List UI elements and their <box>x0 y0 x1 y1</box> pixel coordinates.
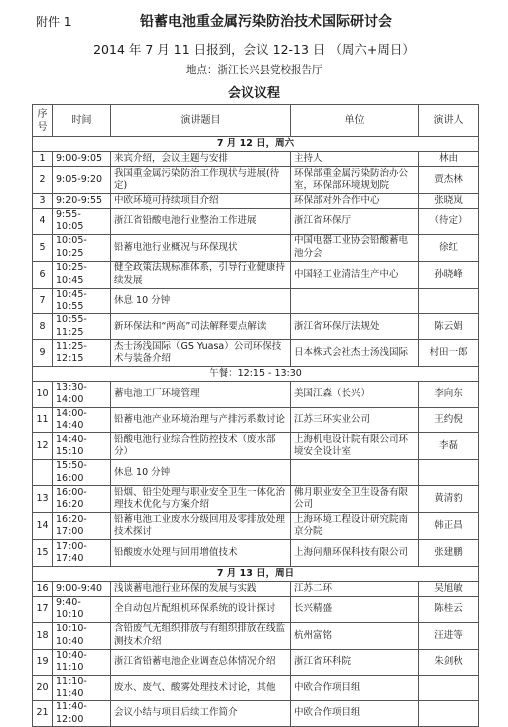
row-time: 9:40-10:10 <box>53 597 111 623</box>
table-row <box>33 314 479 340</box>
row-topic: 健全政策法规标准体系，引导行业健康持续发展 <box>111 261 291 288</box>
row-speaker: 李向东 <box>419 382 479 408</box>
row-index: 11 <box>33 407 53 433</box>
row-time: 10:40-11:10 <box>53 649 111 675</box>
row-index: 18 <box>33 622 53 649</box>
row-topic: 杰士汤浅国际（GS Yuasa）公司环保技术与装备介绍 <box>111 340 291 367</box>
row-topic: 我国重金属污染防治工作现状与进展(待定) <box>111 167 291 194</box>
row-speaker: 孙晓峰 <box>419 261 479 288</box>
row-time: 14:40-15:10 <box>53 433 111 460</box>
row-topic: 浙江省铅酸电池行业整治工作进展 <box>111 209 291 235</box>
row-index: 4 <box>33 209 53 235</box>
row-time: 10:25-10:45 <box>53 261 111 288</box>
row-index: 8 <box>33 314 53 340</box>
row-index: 19 <box>33 649 53 675</box>
row-topic: 废水、废气、酸雾处理技术讨论，其他 <box>111 675 291 701</box>
row-topic: 铅蓄电池行业概况与环保现状 <box>111 234 291 261</box>
row-unit: 中欧合作项目组 <box>291 675 419 701</box>
table-row <box>33 460 479 486</box>
row-unit: 浙江省环科院 <box>291 649 419 675</box>
row-time: 11:10-11:40 <box>53 675 111 701</box>
table-row <box>33 194 479 209</box>
row-speaker: 陈云娟 <box>419 314 479 340</box>
row-index <box>33 460 53 486</box>
row-unit: 环保部对外合作中心 <box>291 194 419 209</box>
table-row <box>33 407 479 433</box>
row-index: 1 <box>33 152 53 167</box>
row-topic: 铅酸废水处理与回用增值技术 <box>111 540 291 567</box>
row-index: 12 <box>33 433 53 460</box>
row-time: 9:00-9:40 <box>53 582 111 597</box>
row-time: 10:45-10:55 <box>53 288 111 314</box>
row-topic: 含铅废气无组织排放与有组织排放在线监测技术介绍 <box>111 622 291 649</box>
row-time: 17:00-17:40 <box>53 540 111 567</box>
document-title: 铅蓄电池重金属污染防治技术国际研讨会 <box>140 14 392 30</box>
row-index: 17 <box>33 597 53 623</box>
row-speaker: 张晓岚 <box>419 194 479 209</box>
row-topic: 新环保法和“两高”司法解释要点解读 <box>111 314 291 340</box>
day-label: 7 月 12 日，周六 <box>33 137 479 152</box>
row-topic: 会议小结与项目后续工作简介 <box>111 701 291 727</box>
header-topic: 演讲题目 <box>111 105 291 137</box>
table-row <box>33 261 479 288</box>
row-speaker: 林由 <box>419 152 479 167</box>
row-speaker <box>419 675 479 701</box>
day-label: 7 月 13 日，周日 <box>33 567 479 582</box>
row-time: 16:20-17:00 <box>53 513 111 540</box>
row-time: 11:25-12:15 <box>53 340 111 367</box>
row-speaker: 黄清豹 <box>419 486 479 513</box>
table-row <box>33 649 479 675</box>
row-time: 9:55-10:05 <box>53 209 111 235</box>
row-unit: 浙江省环保厅法规处 <box>291 314 419 340</box>
day-divider-row <box>33 567 479 582</box>
row-speaker: 王约倪 <box>419 407 479 433</box>
row-speaker: 汪进等 <box>419 622 479 649</box>
row-unit <box>291 460 419 486</box>
row-time: 9:20-9:55 <box>53 194 111 209</box>
table-row <box>33 152 479 167</box>
row-unit: 环保部重金属污染防治办公室，环保部环境规划院 <box>291 167 419 194</box>
table-row <box>33 209 479 235</box>
row-topic: 休息 10 分钟 <box>111 460 291 486</box>
break-label: 午餐：12:15 - 13:30 <box>33 367 479 382</box>
row-speaker <box>419 288 479 314</box>
row-index: 7 <box>33 288 53 314</box>
row-time: 13:30-14:00 <box>53 382 111 408</box>
lunch-break-row <box>33 367 479 382</box>
agenda-table <box>32 104 479 727</box>
row-speaker: 贾杰林 <box>419 167 479 194</box>
row-unit: 长兴精盛 <box>291 597 419 623</box>
row-topic: 浙江省铅蓄电池企业调查总体情况介绍 <box>111 649 291 675</box>
table-row <box>33 701 479 727</box>
row-time: 16:00-16:20 <box>53 486 111 513</box>
row-topic: 中欧环境可持续项目介绍 <box>111 194 291 209</box>
header-index: 序号 <box>33 105 53 137</box>
row-time: 10:05-10:25 <box>53 234 111 261</box>
row-speaker: 村田一郎 <box>419 340 479 367</box>
row-index: 21 <box>33 701 53 727</box>
row-unit: 中国轻工业清洁生产中心 <box>291 261 419 288</box>
row-index: 3 <box>33 194 53 209</box>
table-row <box>33 433 479 460</box>
row-speaker <box>419 701 479 727</box>
row-time: 9:00-9:05 <box>53 152 111 167</box>
row-time: 10:10-10:40 <box>53 622 111 649</box>
row-index: 20 <box>33 675 53 701</box>
row-index: 6 <box>33 261 53 288</box>
table-body <box>33 137 479 727</box>
row-speaker: 张建鹏 <box>419 540 479 567</box>
row-index: 9 <box>33 340 53 367</box>
row-topic: 浅谈蓄电池行业环保的发展与实践 <box>111 582 291 597</box>
row-time: 15:50-16:00 <box>53 460 111 486</box>
row-topic: 铅酸电池行业综合性防控技术（废水部分） <box>111 433 291 460</box>
row-unit: 美国江森（长兴） <box>291 382 419 408</box>
row-speaker: （待定） <box>419 209 479 235</box>
header-speaker: 演讲人 <box>419 105 479 137</box>
row-time: 14:00-14:40 <box>53 407 111 433</box>
row-topic: 铅烟、铅尘处理与职业安全卫生一体化治理技术优化与方案介绍 <box>111 486 291 513</box>
date-line: 2014 年 7 月 11 日报到，会议 12-13 日 （周六+周日） <box>93 42 415 57</box>
header-unit: 单位 <box>291 105 419 137</box>
row-topic: 铅蓄电池产业环境治理与产排污系数讨论 <box>111 407 291 433</box>
row-index: 5 <box>33 234 53 261</box>
row-unit: 江苏三环实业公司 <box>291 407 419 433</box>
table-row <box>33 582 479 597</box>
table-row <box>33 597 479 623</box>
row-index: 14 <box>33 513 53 540</box>
venue-line: 地点：浙江长兴县党校报告厅 <box>186 64 323 76</box>
row-unit: 上海问鼎环保科技有限公司 <box>291 540 419 567</box>
table-row <box>33 486 479 513</box>
table-row <box>33 340 479 367</box>
table-row <box>33 234 479 261</box>
row-topic: 蓄电池工厂环境管理 <box>111 382 291 408</box>
table-row <box>33 513 479 540</box>
row-unit: 主持人 <box>291 152 419 167</box>
row-topic: 全自动包片配组机环保系统的设计探讨 <box>111 597 291 623</box>
row-unit: 日本株式会社杰士汤浅国际 <box>291 340 419 367</box>
row-unit: 中国电器工业协会铅酸蓄电池分会 <box>291 234 419 261</box>
row-unit: 杭州富铭 <box>291 622 419 649</box>
row-index: 10 <box>33 382 53 408</box>
row-index: 2 <box>33 167 53 194</box>
row-index: 16 <box>33 582 53 597</box>
row-speaker: 朱剑秋 <box>419 649 479 675</box>
table-row <box>33 167 479 194</box>
row-unit: 上海环境工程设计研究院南京分院 <box>291 513 419 540</box>
row-speaker: 陈桂云 <box>419 597 479 623</box>
row-topic: 休息 10 分钟 <box>111 288 291 314</box>
table-header-row <box>33 105 479 137</box>
header-time: 时间 <box>53 105 111 137</box>
row-unit <box>291 288 419 314</box>
row-speaker: 李磊 <box>419 433 479 460</box>
table-row <box>33 382 479 408</box>
row-topic: 来宾介绍，会议主题与安排 <box>111 152 291 167</box>
row-time: 11:40-12:00 <box>53 701 111 727</box>
row-topic: 铅蓄电池工业废水分级回用及零排放处理技术探讨 <box>111 513 291 540</box>
table-row <box>33 622 479 649</box>
row-speaker: 吴旭敏 <box>419 582 479 597</box>
row-time: 10:55-11:25 <box>53 314 111 340</box>
row-time: 9:05-9:20 <box>53 167 111 194</box>
day-divider-row <box>33 137 479 152</box>
attachment-label: 附件 1 <box>36 15 72 29</box>
row-unit: 浙江省环保厅 <box>291 209 419 235</box>
table-row <box>33 288 479 314</box>
row-unit: 佛月职业安全卫生设备有限公司 <box>291 486 419 513</box>
row-speaker <box>419 460 479 486</box>
table-row <box>33 540 479 567</box>
row-index: 13 <box>33 486 53 513</box>
row-unit: 中欧合作项目组 <box>291 701 419 727</box>
row-speaker: 韩正昌 <box>419 513 479 540</box>
row-unit: 江苏二环 <box>291 582 419 597</box>
agenda-title: 会议议程 <box>227 86 280 101</box>
row-index: 15 <box>33 540 53 567</box>
row-speaker: 徐红 <box>419 234 479 261</box>
row-unit: 上海机电设计院有限公司环境安全设计室 <box>291 433 419 460</box>
table-row <box>33 675 479 701</box>
header-row <box>0 10 508 34</box>
